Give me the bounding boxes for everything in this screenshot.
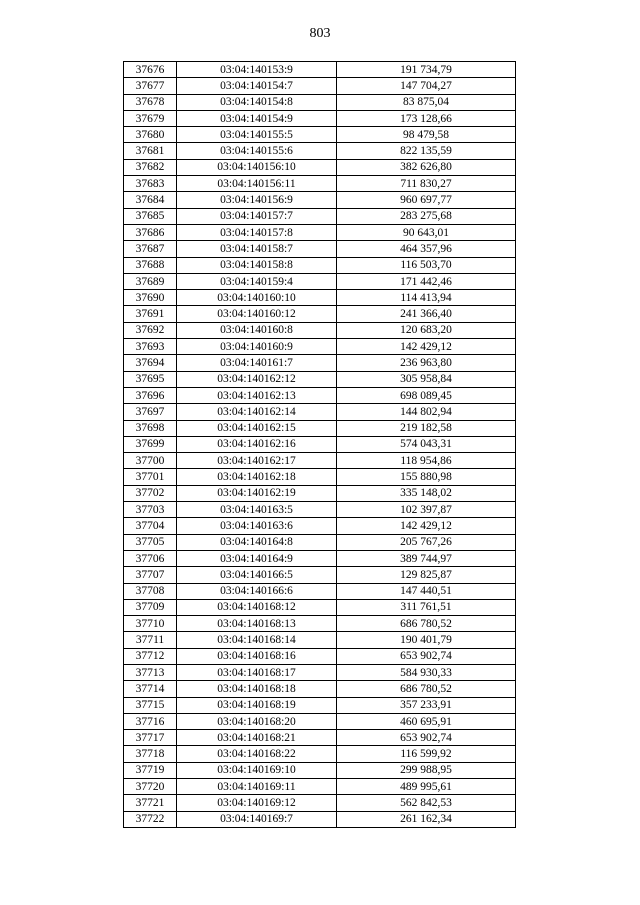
value-cell: 147 440,51 [337,583,516,599]
cadastral-number-cell: 03:04:140169:12 [177,795,337,811]
row-number-cell: 37684 [124,192,177,208]
row-number-cell: 37713 [124,664,177,680]
value-cell: 142 429,12 [337,339,516,355]
cadastral-number-cell: 03:04:140162:19 [177,485,337,501]
row-number-cell: 37704 [124,518,177,534]
table-row [124,224,516,240]
value-cell: 357 233,91 [337,697,516,713]
row-number-cell: 37686 [124,224,177,240]
table-row [124,648,516,664]
table-row [124,404,516,420]
cadastral-number-cell: 03:04:140154:8 [177,94,337,110]
table-row [124,241,516,257]
table-row [124,811,516,827]
row-number-cell: 37691 [124,306,177,322]
value-cell: 219 182,58 [337,420,516,436]
table-body [124,62,516,828]
cadastral-number-cell: 03:04:140162:14 [177,404,337,420]
value-cell: 382 626,80 [337,159,516,175]
row-number-cell: 37717 [124,730,177,746]
table-row [124,306,516,322]
cadastral-number-cell: 03:04:140169:10 [177,762,337,778]
row-number-cell: 37695 [124,371,177,387]
table-row [124,273,516,289]
table-row [124,762,516,778]
value-cell: 305 958,84 [337,371,516,387]
value-cell: 102 397,87 [337,502,516,518]
cadastral-number-cell: 03:04:140169:7 [177,811,337,827]
table-row [124,94,516,110]
row-number-cell: 37693 [124,339,177,355]
row-number-cell: 37716 [124,713,177,729]
value-cell: 464 357,96 [337,241,516,257]
table-row [124,453,516,469]
value-cell: 190 401,79 [337,632,516,648]
table-row [124,143,516,159]
cadastral-number-cell: 03:04:140160:8 [177,322,337,338]
cadastral-value-table [123,61,516,828]
value-cell: 335 148,02 [337,485,516,501]
table-row [124,290,516,306]
row-number-cell: 37714 [124,681,177,697]
table-row [124,746,516,762]
table-row [124,713,516,729]
row-number-cell: 37688 [124,257,177,273]
cadastral-number-cell: 03:04:140168:20 [177,713,337,729]
table-row [124,730,516,746]
value-cell: 205 767,26 [337,534,516,550]
value-cell: 653 902,74 [337,730,516,746]
row-number-cell: 37703 [124,502,177,518]
value-cell: 283 275,68 [337,208,516,224]
cadastral-number-cell: 03:04:140162:18 [177,469,337,485]
cadastral-number-cell: 03:04:140168:14 [177,632,337,648]
table-row [124,110,516,126]
cadastral-number-cell: 03:04:140168:17 [177,664,337,680]
table-row [124,599,516,615]
row-number-cell: 37689 [124,273,177,289]
value-cell: 960 697,77 [337,192,516,208]
table-row [124,208,516,224]
cadastral-number-cell: 03:04:140156:9 [177,192,337,208]
cadastral-number-cell: 03:04:140162:12 [177,371,337,387]
row-number-cell: 37700 [124,453,177,469]
value-cell: 142 429,12 [337,518,516,534]
value-cell: 698 089,45 [337,387,516,403]
table-row [124,534,516,550]
table-row [124,355,516,371]
cadastral-number-cell: 03:04:140162:13 [177,387,337,403]
cadastral-number-cell: 03:04:140157:8 [177,224,337,240]
row-number-cell: 37694 [124,355,177,371]
row-number-cell: 37715 [124,697,177,713]
cadastral-number-cell: 03:04:140154:7 [177,78,337,94]
table-row [124,616,516,632]
row-number-cell: 37683 [124,176,177,192]
value-cell: 236 963,80 [337,355,516,371]
row-number-cell: 37692 [124,322,177,338]
table-row [124,697,516,713]
cadastral-number-cell: 03:04:140160:10 [177,290,337,306]
value-cell: 173 128,66 [337,110,516,126]
cadastral-number-cell: 03:04:140159:4 [177,273,337,289]
table-row [124,469,516,485]
cadastral-number-cell: 03:04:140162:15 [177,420,337,436]
table-row [124,485,516,501]
value-cell: 711 830,27 [337,176,516,192]
row-number-cell: 37699 [124,436,177,452]
cadastral-number-cell: 03:04:140153:9 [177,62,337,78]
value-cell: 116 503,70 [337,257,516,273]
value-cell: 311 761,51 [337,599,516,615]
table-row [124,550,516,566]
table-row [124,583,516,599]
cadastral-number-cell: 03:04:140169:11 [177,779,337,795]
value-cell: 90 643,01 [337,224,516,240]
table-row [124,387,516,403]
row-number-cell: 37721 [124,795,177,811]
value-cell: 822 135,59 [337,143,516,159]
table-row [124,159,516,175]
cadastral-number-cell: 03:04:140155:6 [177,143,337,159]
cadastral-number-cell: 03:04:140168:16 [177,648,337,664]
value-cell: 129 825,87 [337,567,516,583]
cadastral-number-cell: 03:04:140168:22 [177,746,337,762]
value-cell: 686 780,52 [337,681,516,697]
row-number-cell: 37685 [124,208,177,224]
value-cell: 155 880,98 [337,469,516,485]
value-cell: 171 442,46 [337,273,516,289]
value-cell: 116 599,92 [337,746,516,762]
cadastral-number-cell: 03:04:140168:19 [177,697,337,713]
value-cell: 241 366,40 [337,306,516,322]
row-number-cell: 37710 [124,616,177,632]
cadastral-number-cell: 03:04:140166:6 [177,583,337,599]
row-number-cell: 37681 [124,143,177,159]
table-row [124,176,516,192]
cadastral-number-cell: 03:04:140161:7 [177,355,337,371]
table-row [124,371,516,387]
table-row [124,502,516,518]
value-cell: 460 695,91 [337,713,516,729]
cadastral-number-cell: 03:04:140155:5 [177,127,337,143]
table-row [124,518,516,534]
cadastral-number-cell: 03:04:140164:8 [177,534,337,550]
row-number-cell: 37712 [124,648,177,664]
cadastral-number-cell: 03:04:140168:21 [177,730,337,746]
table-row [124,127,516,143]
cadastral-number-cell: 03:04:140158:7 [177,241,337,257]
cadastral-number-cell: 03:04:140164:9 [177,550,337,566]
value-cell: 83 875,04 [337,94,516,110]
row-number-cell: 37702 [124,485,177,501]
cadastral-number-cell: 03:04:140168:13 [177,616,337,632]
row-number-cell: 37678 [124,94,177,110]
value-cell: 686 780,52 [337,616,516,632]
cadastral-number-cell: 03:04:140160:12 [177,306,337,322]
value-cell: 261 162,34 [337,811,516,827]
row-number-cell: 37679 [124,110,177,126]
value-cell: 299 988,95 [337,762,516,778]
cadastral-number-cell: 03:04:140163:5 [177,502,337,518]
row-number-cell: 37705 [124,534,177,550]
value-cell: 147 704,27 [337,78,516,94]
row-number-cell: 37720 [124,779,177,795]
table-row [124,436,516,452]
value-cell: 98 479,58 [337,127,516,143]
table-row [124,257,516,273]
cadastral-number-cell: 03:04:140156:11 [177,176,337,192]
table-row [124,664,516,680]
value-cell: 562 842,53 [337,795,516,811]
value-cell: 389 744,97 [337,550,516,566]
table-row [124,779,516,795]
table-row [124,339,516,355]
row-number-cell: 37697 [124,404,177,420]
row-number-cell: 37708 [124,583,177,599]
value-cell: 191 734,79 [337,62,516,78]
cadastral-number-cell: 03:04:140168:12 [177,599,337,615]
row-number-cell: 37696 [124,387,177,403]
page-number: 803 [309,26,331,41]
value-cell: 489 995,61 [337,779,516,795]
cadastral-number-cell: 03:04:140154:9 [177,110,337,126]
table-row [124,420,516,436]
row-number-cell: 37718 [124,746,177,762]
table-row [124,795,516,811]
row-number-cell: 37680 [124,127,177,143]
table-row [124,567,516,583]
row-number-cell: 37711 [124,632,177,648]
value-cell: 653 902,74 [337,648,516,664]
value-cell: 574 043,31 [337,436,516,452]
row-number-cell: 37698 [124,420,177,436]
row-number-cell: 37682 [124,159,177,175]
table-row [124,192,516,208]
row-number-cell: 37677 [124,78,177,94]
row-number-cell: 37676 [124,62,177,78]
cadastral-number-cell: 03:04:140160:9 [177,339,337,355]
row-number-cell: 37707 [124,567,177,583]
row-number-cell: 37709 [124,599,177,615]
table-row [124,62,516,78]
cadastral-number-cell: 03:04:140168:18 [177,681,337,697]
row-number-cell: 37706 [124,550,177,566]
cadastral-number-cell: 03:04:140166:5 [177,567,337,583]
value-cell: 120 683,20 [337,322,516,338]
cadastral-number-cell: 03:04:140158:8 [177,257,337,273]
value-cell: 144 802,94 [337,404,516,420]
table-row [124,632,516,648]
row-number-cell: 37719 [124,762,177,778]
value-cell: 118 954,86 [337,453,516,469]
row-number-cell: 37722 [124,811,177,827]
table-row [124,681,516,697]
cadastral-number-cell: 03:04:140156:10 [177,159,337,175]
cadastral-number-cell: 03:04:140157:7 [177,208,337,224]
value-cell: 114 413,94 [337,290,516,306]
table-row [124,78,516,94]
row-number-cell: 37690 [124,290,177,306]
value-cell: 584 930,33 [337,664,516,680]
cadastral-number-cell: 03:04:140162:16 [177,436,337,452]
row-number-cell: 37687 [124,241,177,257]
cadastral-number-cell: 03:04:140163:6 [177,518,337,534]
row-number-cell: 37701 [124,469,177,485]
table-row [124,322,516,338]
cadastral-number-cell: 03:04:140162:17 [177,453,337,469]
